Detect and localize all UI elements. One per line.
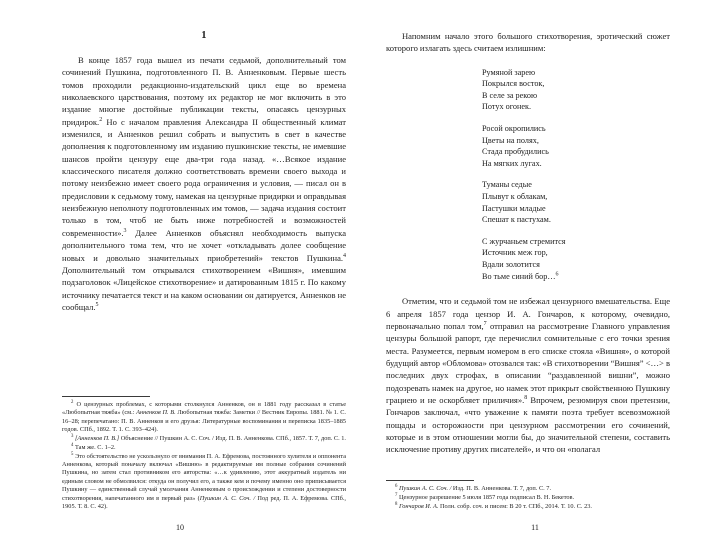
footnote-text: Это обстоятельство не ускользнуло от внимания П. А. Ефремова, постоянного хулителя и оппонента Анненкова, который поначалу включал «Вишню» в редактируемые им полные собрания сочинений Пушкина, но затем стал противником его авторства: «…к удивлению, этот аккуратный издатель ни единым словом не обмолвился: откуда он получил его, а также кем и почему именно оно приписывается Пушкину — единственный случай умолчания Анненковым о происхождении и степени достоверности стихотворения, напечатанного им в первый раз» (Пушкин А. С. Соч. / Под ред. П. А. Ефремова. СПб., 1905. Т. 8. С. 42).: [62, 452, 346, 511]
poem-line: Румяной зарею: [482, 67, 536, 77]
poem-stanza: [482, 123, 670, 169]
footnote-item: [62, 444, 346, 452]
footnote-marker: 8: [395, 502, 398, 507]
poem-line: Пастушки младые: [482, 203, 546, 213]
footnote-item: [62, 435, 346, 443]
right-page-body: [386, 30, 670, 512]
poem-block: [386, 67, 670, 283]
poem-line: Плывут к облакам,: [482, 192, 548, 202]
poem-line: Вдали золотится: [482, 260, 540, 269]
poem-stanza: [482, 236, 670, 282]
right-column-filler: [386, 456, 670, 473]
footnote-ref-3[interactable]: 3: [123, 227, 127, 234]
poem-line: Источник меж гор,: [482, 248, 548, 258]
footnote-item: [62, 453, 346, 512]
poem-line: Росой окропились: [482, 124, 546, 134]
footnote-author: Анненков П. В.: [136, 409, 176, 417]
left-page-body: [62, 30, 346, 512]
poem-line: Покрылся восток,: [482, 79, 545, 89]
page-number-left: 10: [176, 523, 184, 532]
footnote-text: [Анненков П. В.] Объяснение // Пушкин А. С. Соч. / Изд. П. В. Анненкова. СПб., 1857. Т. 7, доп. С. 1.: [74, 434, 346, 442]
footnote-item: [386, 494, 670, 502]
poem-line: Потух огонек.: [482, 102, 531, 112]
poem-stanza: [482, 179, 670, 225]
footnote-text: О цензурных проблемах, с которыми столкнулся Анненков, он в 1881 году рассказал в статье «Любопытная тяжба» (см.: Анненков П. В. Любопытная тяжба: Заметки // Вестник Европы. 1881. № 1. С. 16–28; перепечатано: П. В. Анненков и его друзья: Литературные воспоминания и переписка 1835–1885 годов. СПб., 1892. Т. 1. С. 393–424).: [62, 400, 347, 433]
footnote-marker: 7: [395, 493, 398, 499]
footnote-ref-2[interactable]: 2: [99, 116, 103, 123]
poem-line: Стада пробудились: [482, 147, 549, 157]
footnote-marker: 6: [395, 484, 398, 490]
poem-line: Туманы седые: [482, 180, 532, 190]
footnote-ref-5[interactable]: 5: [95, 302, 99, 309]
footnote-separator-rule: [62, 396, 150, 397]
section-number: 1: [201, 30, 207, 41]
left-paragraph: [62, 54, 346, 313]
footnote-ref-7[interactable]: 7: [483, 321, 487, 328]
footnote-author: Пушкин А. С. Соч. /: [199, 494, 256, 502]
right-footnotes: [386, 480, 670, 512]
poem-line: [482, 271, 670, 283]
footnote-marker: 4: [71, 442, 74, 448]
poem-stanza: [482, 67, 670, 113]
footnote-item: [386, 485, 670, 493]
footnote-text: Пушкин А. С. Соч. / Изд. П. В. Анненкова. Т. 7, доп. С. 7.: [398, 485, 552, 493]
left-column-filler: [62, 313, 346, 388]
footnote-text: Там же. С. 1–2.: [74, 443, 116, 451]
poem-line-text: Во тьме синий бор…: [482, 271, 556, 281]
footnote-ref-8[interactable]: 8: [524, 395, 528, 402]
footnote-ref-6[interactable]: 6: [555, 270, 559, 277]
footnote-text: Гончаров И. А. Полн. собр. соч. и писем: В 20 т. СПб., 2014. Т. 10. С. 23.: [398, 503, 592, 511]
footnote-ref-4[interactable]: 4: [343, 252, 346, 259]
right-paragraph-part-3: Впрочем, резюмируя свои претензии, Гончаров заключал, «что уважение к памяти поэта требует всевозможной пощады и осторожности при цензурном рассмотрении его сочинений, которые и в этом отношении могли бы, до значительной степени, составить исключение противу других писателей», и что он «полагал: [386, 394, 670, 455]
poem-line: Цветы на полях,: [482, 135, 539, 145]
right-paragraph: [386, 295, 670, 455]
right-paragraph-part-2: отправил на рассмотрение Главного управления цензуры большой рапорт, где перечислил сомнительные с его точки зрения места. Разумеется, первым номером в его списке стояла «Вишня», о которой будущий автор «Обломова» отозвался так: «В стихотворении “Вишня” <…> в последних двух строфах, в описании “раздавленной вишни”, можно подозревать намек на другое, но намек этот прикрыт свойственною Пушкину грациею и не оскорбляет приличия».: [386, 320, 670, 405]
left-paragraph-part-1: В конце 1857 года вышел из печати седьмой, дополнительный том сочинений Пушкина, подготовленного П. В. Анненковым. Первые шесть томов проходили редакционно-издательский цикл еще во времена николаевского царствования, поэтому их редактор не мог включить в это издание многие достойные публикации тексты, опасаясь цензурных придирок.: [62, 55, 346, 127]
poem-line: С журчаньем стремится: [482, 236, 566, 246]
left-footnotes: [62, 396, 346, 512]
left-paragraph-part-2: Но с началом правления Александра II общественный климат изменился, и Анненков решил собрать и выпустить в свет в качестве дополнения к подготовленному им изданию пушкинские тексты, не имевшие шансов пройти цензуру еще два-три года назад. «…Всякое издание классического писателя должно соответствовать времени своего выхода и потому неизбежно имеет своего рода ограничения и условия, — писал он в предисловии к седьмому тому, намекая на цензурные придирки и оправдывая неизбежную неполноту подготовленных им томов, — задача издания состоит только в том, чтоб не быть ниже потребностей и возможностей современности».: [62, 116, 346, 238]
poem-line: Спешат к пастухам.: [482, 215, 551, 225]
footnote-item: [386, 503, 670, 511]
footnote-marker: 5: [71, 451, 74, 457]
right-paragraph-part-1: Отметим, что и седьмой том не избежал цензурного вмешательства. Еще 6 апреля 1857 года цензор И. А. Гончаров, к которому, очевидно, первоначально попал том,: [386, 296, 670, 331]
left-paragraph-part-4: Дополнительный том открывался стихотворением «Вишня», имевшим подзаголовок «Лицейское стихотворение» и датированным 1815 г. По какому источнику печатается текст и на каком основании он датируется, Анненков не сообщал.: [62, 264, 346, 312]
footnote-author: [Анненков П. В.]: [74, 434, 120, 442]
intro-paragraph: Напомним начало этого большого стихотворения, эротический сюжет которого излагать здесь считаем излишним:: [386, 31, 670, 54]
footnote-item: [62, 401, 346, 435]
footnote-text: Цензурное разрешение 5 июля 1857 года подписал В. Н. Бекетов.: [398, 494, 575, 502]
poem-line: На мягких лугах.: [482, 158, 542, 168]
footnote-marker: 2: [71, 399, 74, 405]
footnote-separator-rule: [386, 480, 474, 481]
right-page: [358, 0, 716, 540]
page-number-right: 11: [531, 523, 539, 532]
poem-line: В селе за рекою: [482, 90, 538, 100]
left-paragraph-part-3: Далее Анненков объяснял необходимость выпуска дополнительного тома тем, что не хочет «откладывать долее сообщение новых и довольно значительных приобретений» текстов Пушкина.: [62, 227, 346, 263]
footnote-marker: 3: [71, 433, 74, 439]
footnote-author: Пушкин А. С. Соч. /: [398, 485, 452, 493]
footnote-author: Гончаров И. А.: [398, 503, 439, 511]
